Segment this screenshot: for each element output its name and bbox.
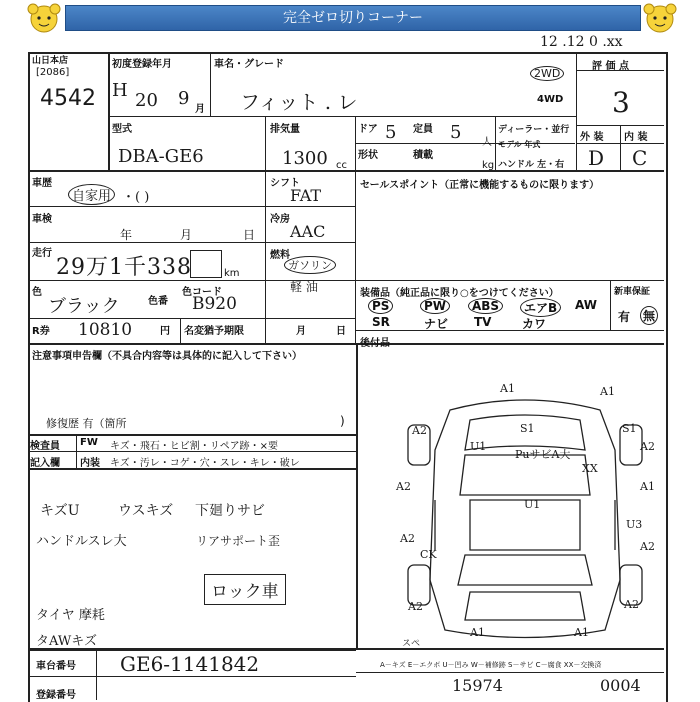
color-no-label: 色番 [148,296,168,307]
mark-s1-top: S1 [520,422,535,435]
lot-number: 4542 [40,86,96,111]
repair-history-label: 修復歴 有（箇所 [46,417,127,430]
mark-a1-top: A1 [500,382,515,395]
displacement-value: 1300 [282,148,328,169]
usage-label: 車歴 [32,178,52,189]
inspection-year: 年 [120,228,133,242]
mark-a1-topright: A1 [600,385,615,398]
rear-goods-label: 後付品 [360,338,390,349]
equipment-sr: SR [372,315,390,329]
damage-legend: A－キズ E－エクボ U－凹み W－補修跡 S－サビ C－腐食 XX－交換済 [380,661,602,669]
shift-value: FAT [290,186,322,205]
note-7: タイヤ 摩耗 [36,608,105,623]
mark-u3: U3 [626,518,643,531]
mark-a2-left2: A2 [396,480,411,493]
note-3: 下廻りサビ [195,503,265,519]
interior-grade: C [632,146,648,170]
color-label: 色 [32,287,42,298]
name-change-day: 日 [336,326,346,337]
fuel-diesel: 軽 油 [290,280,318,294]
mark-ck: CK [420,548,437,561]
mark-a2-right: A2 [640,440,655,453]
capacity-value: 5 [450,122,462,143]
mark-u1-b: U1 [524,498,541,511]
exterior-label: 外 装 [580,132,604,143]
mark-a2-left: A2 [412,424,427,437]
equipment-navi: ナビ [424,317,449,331]
loading-label: 積載 [413,150,433,161]
model-code: DBA-GE6 [118,146,204,167]
equipment-tv: TV [474,315,492,329]
equipment-ps: PS [368,298,393,314]
car-name: フィット . レ [240,90,358,114]
mileage-digit-box [190,250,222,278]
banner [20,2,680,38]
color-value: ブラック [48,296,120,317]
cooler-value: AAC [290,222,326,241]
note-5: リアサポート歪 [196,534,281,548]
equipment-label: 装備品（純正品に限り○をつけてください） [360,288,559,299]
mascot-icon [642,2,678,36]
region-label: 山日本店 [32,56,69,66]
repair-history-close: ) [340,414,345,428]
interior-items: キズ・汚レ・コゲ・穴・スレ・キレ・破レ [110,458,300,469]
warranty-none: 無 [640,306,658,325]
equipment-abs: ABS [468,298,503,314]
color-code-label: 色コード [182,287,222,298]
people-unit: 人 [482,137,492,148]
cooler-label: 冷房 [270,214,290,225]
exterior-grade: D [588,146,605,170]
capacity-label: 定員 [413,124,433,135]
mark-puff: PuサビA大 [515,448,571,461]
fw-label: FW [80,437,98,448]
r-ken-label: R券 [32,326,50,337]
registration-month: 9 [178,88,190,109]
shape-label: 形状 [358,150,378,161]
mark-a1-right: A1 [640,480,655,493]
header-date: 12 .12 0 .xx [540,34,623,50]
notes-label: 注意事項申告欄（不具合内容等は具体的に記入して下さい） [32,351,302,362]
color-code-value: B920 [192,294,237,314]
model-year-label: モデル 年式 [498,140,541,149]
mileage-label: 走行 [32,248,52,259]
mark-a2-lower-right: A2 [640,540,655,553]
handle-label: ハンドル 左・右 [498,160,565,170]
note-2: ウスキズ [118,503,174,519]
drive-4wd: 4WD [537,94,564,105]
km-unit: km [224,268,240,279]
note-1: キズU [40,503,80,519]
mascot-icon [26,2,62,36]
equipment-pw: PW [420,298,450,314]
model-label: 型式 [112,124,132,135]
bottom-value-2: 0004 [600,676,641,695]
fw-items: キズ・飛石・ヒビ割・リペア跡・×要 [110,441,278,452]
region-code: [2086] [36,67,70,78]
displacement-label: 排気量 [270,124,300,135]
mark-a1-bottom2: A1 [574,626,589,639]
shift-label: シフト [270,178,300,189]
drive-2wd: 2WD [530,66,564,81]
mark-a1-bottom: A1 [470,626,485,639]
note-8: タAWキズ [36,634,97,649]
registration-label: 登録番号 [36,690,76,701]
inspection-day: 日 [243,228,256,242]
mark-xx: XX [582,462,598,475]
interior-label: 内 装 [624,132,648,143]
note-4: ハンドルスレ大 [36,534,127,549]
bottom-value-1: 15974 [452,676,503,695]
fuel-label: 燃料 [270,250,290,261]
era: H [112,80,128,101]
mark-a2-bottom-right: A2 [624,598,639,611]
mark-u1-a: U1 [470,440,487,453]
mark-spe: スペ [402,639,421,649]
equipment-aw: AW [575,298,597,312]
registration-year: 20 [135,90,158,111]
name-change-label: 名変猶予期限 [184,326,244,337]
banner-title: 完全ゼロ切りコーナー [65,5,641,31]
door-label: ドア [358,124,378,135]
dealer-label: ディーラー・並行 [498,125,570,135]
sales-point-label: セールスポイント（正常に機能するものに限ります） [360,180,600,191]
chassis-number: GE6-1141842 [120,652,260,676]
mark-a2-lower-left: A2 [400,532,415,545]
mark-s1-right: S1 [622,422,637,435]
note-locked: ロック車 [204,574,286,605]
inspection-month: 月 [180,228,193,242]
evaluation-score: 3 [612,86,630,119]
interior-short-label: 内装 [80,458,100,469]
fuel-gasoline: ガソリン [284,256,336,274]
inspection-label: 車検 [32,214,52,225]
equipment-leather: カワ [522,317,547,331]
door-value: 5 [385,122,397,143]
equipment-airbag: エアB [520,298,561,317]
mark-a2-bottom-left: A2 [408,600,423,613]
chassis-label: 車台番号 [36,661,76,672]
warranty-yes: 有 [618,310,631,324]
r-ken-amount: 10810 [78,320,133,340]
month-suffix: 月 [195,104,205,115]
usage-other: ・( ) [122,190,150,205]
usage-private: 自家用 [68,184,115,205]
yen-unit: 円 [160,326,170,337]
inspector-label: 検査員 [30,441,60,452]
first-registration-label: 初度登録年月 [112,59,172,70]
car-name-label: 車名・グレード [214,59,284,70]
entry-column-label: 記入欄 [30,458,60,469]
warranty-label: 新車保証 [614,287,651,297]
mileage-value: 29万1千338 [56,255,192,280]
name-change-month: 月 [296,326,306,337]
cc-unit: cc [336,160,347,171]
evaluation-label: 評 価 点 [592,61,629,72]
kg-unit: kg [482,160,495,171]
